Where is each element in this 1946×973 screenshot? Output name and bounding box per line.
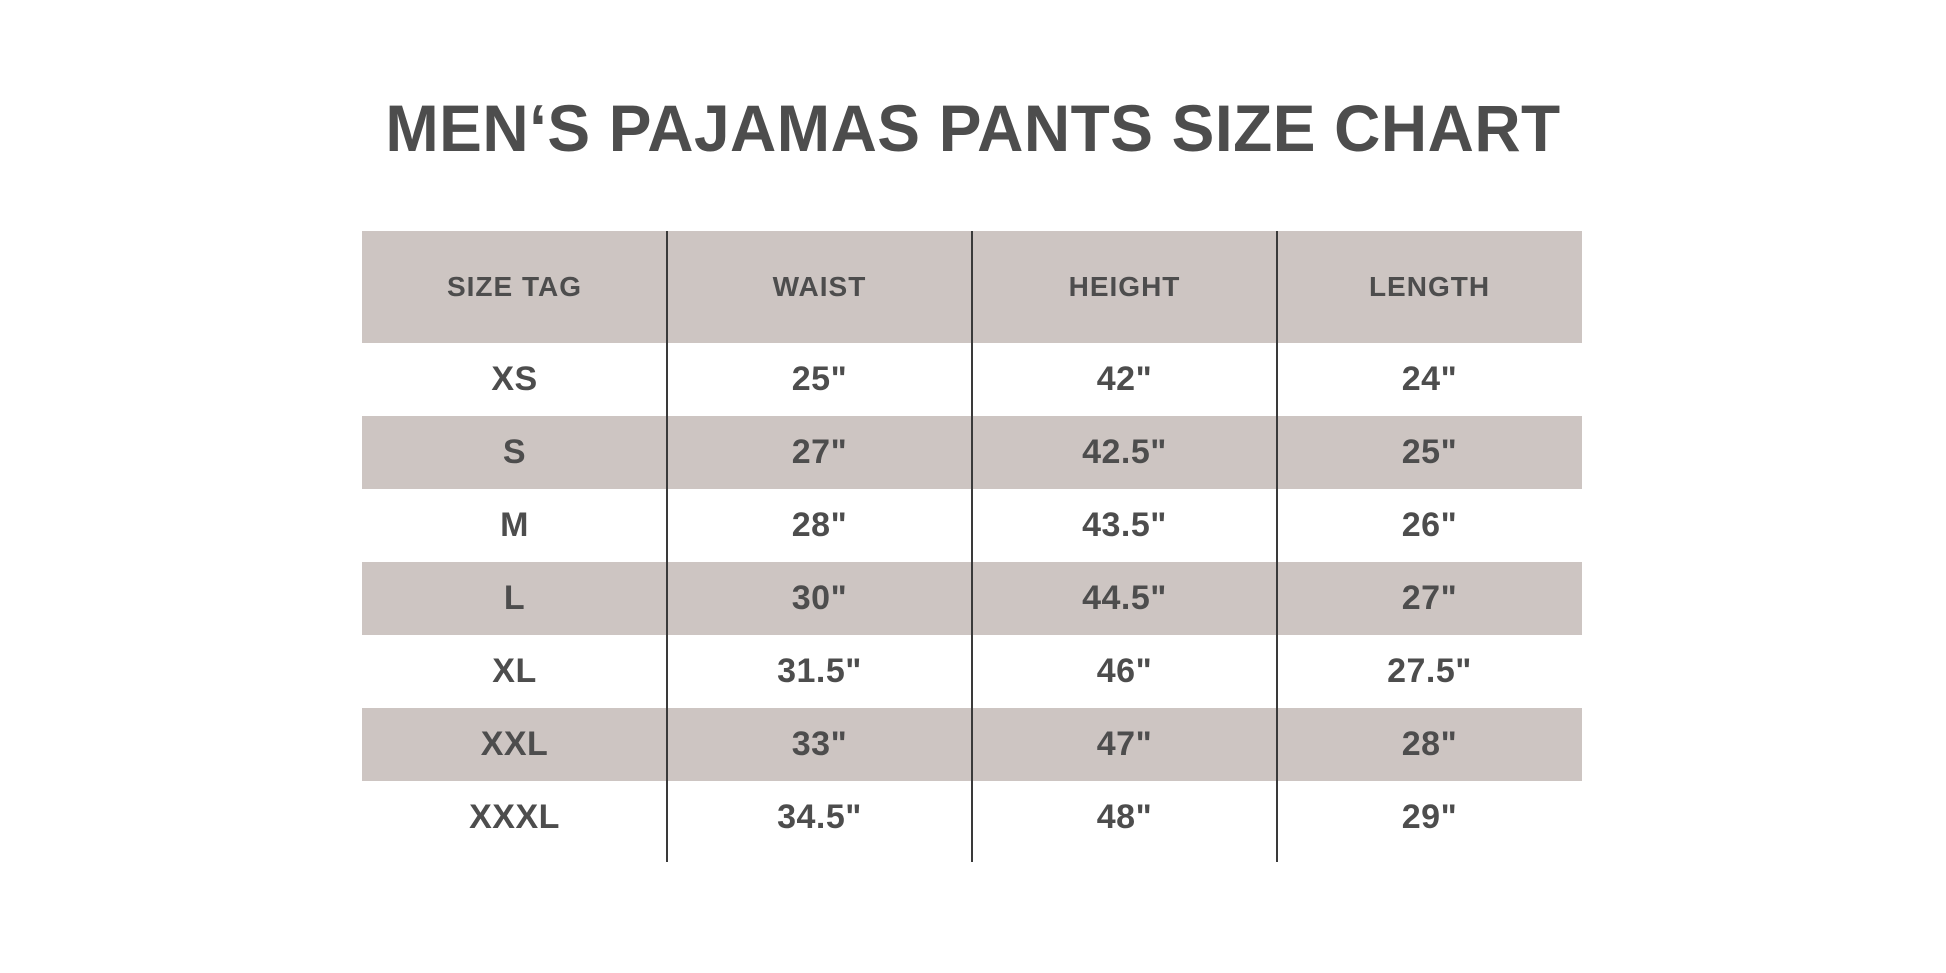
length-cell: 27" [1277, 562, 1582, 635]
size-table [362, 231, 1582, 854]
size-tag-cell: M [500, 506, 529, 544]
size-tag-cell: XXL [362, 708, 667, 781]
waist-cell: 30" [667, 562, 972, 635]
col-header-waist: WAIST [667, 231, 972, 343]
height-cell: 46" [1096, 652, 1153, 690]
size-tag-cell: XS [491, 360, 538, 398]
waist-cell: 28" [791, 506, 848, 544]
size-tag-cell: XXXL [469, 798, 560, 836]
length-cell: 25" [1277, 416, 1582, 489]
col-header-length: LENGTH [1277, 231, 1582, 343]
size-tag-cell: L [362, 562, 667, 635]
waist-cell: 34.5" [777, 798, 862, 836]
size-tag-cell: XL [492, 652, 537, 690]
waist-cell: 31.5" [777, 652, 862, 690]
col-header-height: HEIGHT [972, 231, 1277, 343]
waist-cell: 27" [667, 416, 972, 489]
column-divider [666, 231, 668, 862]
col-header-size-tag: SIZE TAG [362, 231, 667, 343]
height-cell: 42" [1096, 360, 1153, 398]
length-cell: 24" [1401, 360, 1458, 398]
height-cell: 48" [1096, 798, 1153, 836]
length-cell: 29" [1401, 798, 1458, 836]
height-cell: 47" [972, 708, 1277, 781]
height-cell: 44.5" [972, 562, 1277, 635]
waist-cell: 25" [791, 360, 848, 398]
length-cell: 28" [1277, 708, 1582, 781]
column-divider [971, 231, 973, 862]
page-title: MEN‘S PAJAMAS PANTS SIZE CHART [385, 91, 1561, 165]
waist-cell: 33" [667, 708, 972, 781]
column-divider [1276, 231, 1278, 862]
length-cell: 27.5" [1387, 652, 1472, 690]
length-cell: 26" [1401, 506, 1458, 544]
size-tag-cell: S [362, 416, 667, 489]
height-cell: 42.5" [972, 416, 1277, 489]
height-cell: 43.5" [1082, 506, 1167, 544]
